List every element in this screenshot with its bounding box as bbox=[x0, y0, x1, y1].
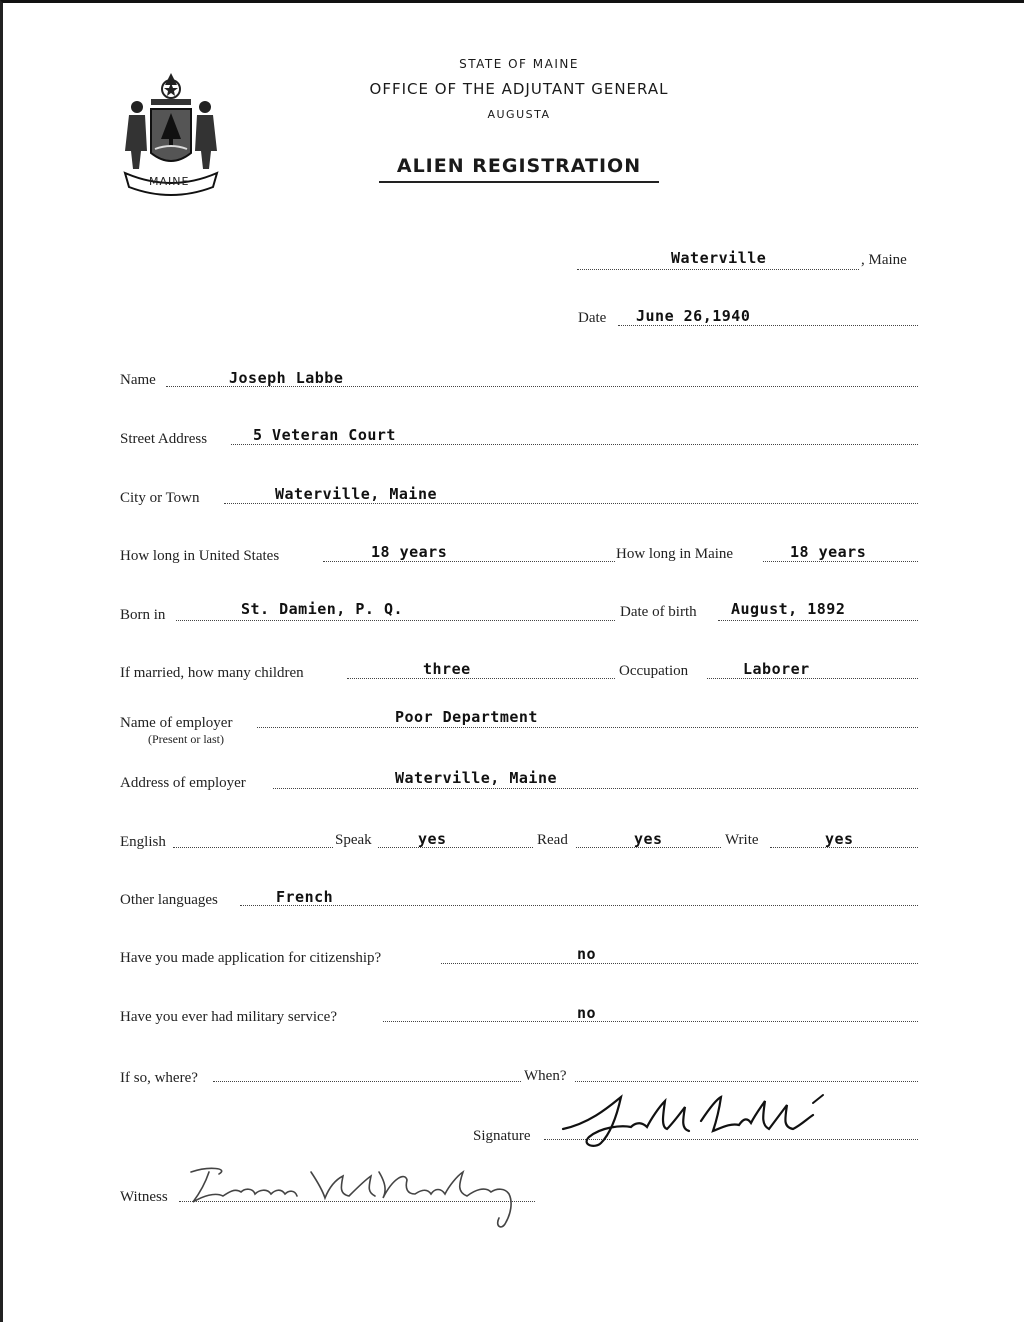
citizenship-label: Have you made application for citizenship? bbox=[120, 950, 382, 966]
how-long-us-line bbox=[323, 561, 615, 562]
how-long-maine-label: How long in Maine bbox=[616, 546, 734, 562]
how-long-maine-line bbox=[763, 561, 918, 562]
employer-address-label: Address of employer bbox=[120, 775, 246, 791]
city-or-town-label: City or Town bbox=[120, 490, 200, 506]
date-of-birth-line bbox=[718, 620, 918, 621]
name-label: Name bbox=[120, 372, 156, 388]
how-long-us-label: How long in United States bbox=[120, 548, 280, 564]
office-heading: OFFICE OF THE ADJUTANT GENERAL bbox=[369, 80, 669, 98]
city-or-town-value: Waterville, Maine bbox=[275, 485, 438, 503]
write-value: yes bbox=[825, 830, 854, 848]
when-label: When? bbox=[524, 1068, 567, 1084]
military-value: no bbox=[577, 1004, 597, 1022]
date-value: June 26,1940 bbox=[636, 307, 751, 325]
other-languages-value: French bbox=[276, 888, 334, 906]
location-state-label: , Maine bbox=[861, 252, 907, 268]
location-city-value: Waterville bbox=[671, 249, 767, 267]
born-in-line bbox=[176, 620, 615, 621]
city-heading: AUGUSTA bbox=[487, 108, 551, 121]
employer-name-sublabel: (Present or last) bbox=[148, 732, 224, 746]
children-label: If married, how many children bbox=[120, 665, 304, 681]
when-line bbox=[575, 1081, 918, 1082]
other-languages-line bbox=[240, 905, 918, 906]
where-line bbox=[213, 1081, 521, 1082]
employer-name-value: Poor Department bbox=[395, 708, 538, 726]
citizenship-value: no bbox=[577, 945, 597, 963]
how-long-maine-value: 18 years bbox=[790, 543, 867, 561]
street-address-line bbox=[231, 444, 918, 445]
date-line bbox=[618, 325, 918, 326]
how-long-us-value: 18 years bbox=[371, 543, 448, 561]
signature-label: Signature bbox=[473, 1128, 531, 1144]
born-in-value: St. Damien, P. Q. bbox=[241, 600, 404, 618]
employer-address-value: Waterville, Maine bbox=[395, 769, 558, 787]
city-or-town-line bbox=[224, 503, 918, 504]
occupation-value: Laborer bbox=[743, 660, 810, 678]
name-value: Joseph Labbe bbox=[229, 369, 344, 387]
employer-name-label: Name of employer bbox=[120, 715, 233, 731]
speak-label: Speak bbox=[335, 832, 372, 848]
date-label: Date bbox=[578, 310, 607, 326]
military-line bbox=[383, 1021, 918, 1022]
speak-value: yes bbox=[418, 830, 447, 848]
where-label: If so, where? bbox=[120, 1070, 198, 1086]
applicant-signature bbox=[551, 1085, 841, 1157]
location-line bbox=[577, 269, 859, 270]
born-in-label: Born in bbox=[120, 607, 166, 623]
date-of-birth-value: August, 1892 bbox=[731, 600, 846, 618]
speak-line bbox=[378, 847, 533, 848]
read-label: Read bbox=[537, 832, 568, 848]
state-heading: STATE OF MAINE bbox=[459, 57, 579, 71]
children-value: three bbox=[423, 660, 471, 678]
read-value: yes bbox=[634, 830, 663, 848]
occupation-label: Occupation bbox=[619, 663, 689, 679]
employer-address-line bbox=[273, 788, 918, 789]
occupation-line bbox=[707, 678, 918, 679]
street-address-label: Street Address bbox=[120, 431, 208, 447]
witness-signature bbox=[179, 1158, 549, 1238]
form-title: ALIEN REGISTRATION bbox=[379, 155, 659, 183]
street-address-value: 5 Veteran Court bbox=[253, 426, 396, 444]
witness-label: Witness bbox=[120, 1189, 168, 1205]
date-of-birth-label: Date of birth bbox=[620, 604, 697, 620]
children-line bbox=[347, 678, 615, 679]
employer-name-line bbox=[257, 727, 918, 728]
write-label: Write bbox=[725, 832, 759, 848]
seal-banner-text: MAINE bbox=[149, 175, 190, 188]
english-label: English bbox=[120, 834, 166, 850]
citizenship-line bbox=[441, 963, 918, 964]
english-line bbox=[173, 847, 333, 848]
military-label: Have you ever had military service? bbox=[120, 1009, 337, 1025]
other-languages-label: Other languages bbox=[120, 892, 218, 908]
